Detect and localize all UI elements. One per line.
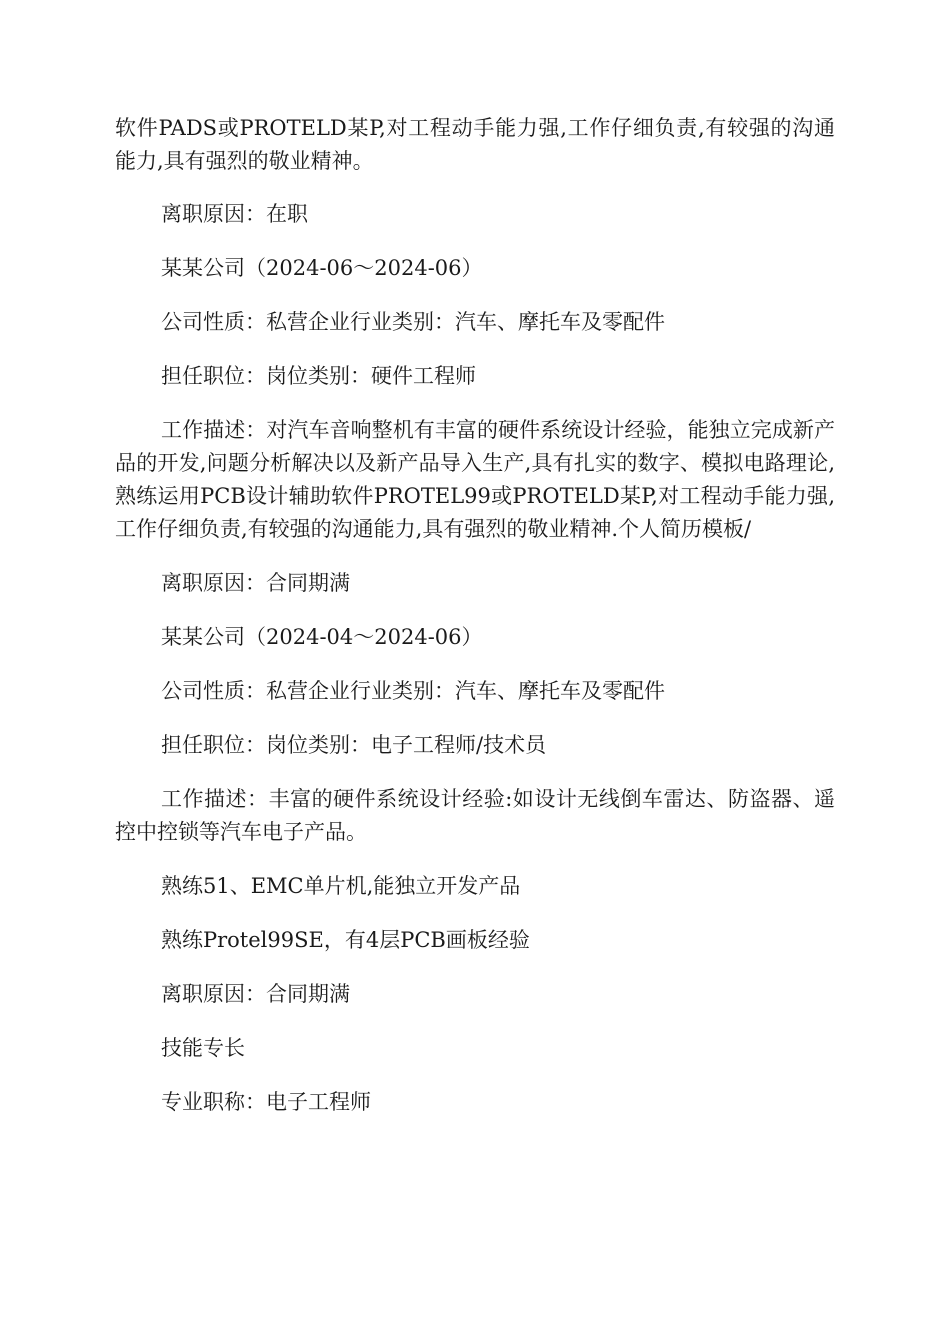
paragraph-company-1: 某某公司（2024-06～2024-06） xyxy=(161,256,483,280)
paragraph-position-1: 担任职位：岗位类别：硬件工程师 xyxy=(161,364,476,388)
paragraph-leave-reason-3: 离职原因：合同期满 xyxy=(161,982,350,1006)
paragraph-company-nature-2: 公司性质：私营企业行业类别：汽车、摩托车及零配件 xyxy=(161,679,665,703)
paragraph-leave-reason-1: 离职原因：在职 xyxy=(161,202,308,226)
paragraph-skill-mcu: 熟练51、EMC单片机,能独立开发产品 xyxy=(161,874,521,898)
paragraph-skill-protel: 熟练Protel99SE，有4层PCB画板经验 xyxy=(161,928,530,952)
paragraph-job-description-2: 工作描述：丰富的硬件系统设计经验:如设计无线倒车雷达、防盗器、遥控中控锁等汽车电子产品。 xyxy=(115,787,835,844)
section-heading-skills: 技能专长 xyxy=(161,1036,245,1060)
paragraph-continued-description: 软件PADS或PROTELD某P,对工程动手能力强,工作仔细负责,有较强的沟通能力,具有强烈的敬业精神。 xyxy=(115,116,835,173)
document-body xyxy=(115,112,835,1140)
paragraph-company-nature-1: 公司性质：私营企业行业类别：汽车、摩托车及零配件 xyxy=(161,310,665,334)
paragraph-position-2: 担任职位：岗位类别：电子工程师/技术员 xyxy=(161,733,547,757)
paragraph-company-2: 某某公司（2024-04～2024-06） xyxy=(161,625,483,649)
paragraph-leave-reason-2: 离职原因：合同期满 xyxy=(161,571,350,595)
paragraph-professional-title: 专业职称：电子工程师 xyxy=(161,1090,371,1114)
paragraph-job-description-1: 工作描述：对汽车音响整机有丰富的硬件系统设计经验，能独立完成新产品的开发,问题分析解决以及新产品导入生产,具有扎实的数字、模拟电路理论,熟练运用PCB设计辅助软件PROTEL99或PROTELD某P,对工程动手能力强,工作仔细负责,有较强的沟通能力,具有强烈的敬业精神.个人简历模板/ xyxy=(115,418,835,541)
